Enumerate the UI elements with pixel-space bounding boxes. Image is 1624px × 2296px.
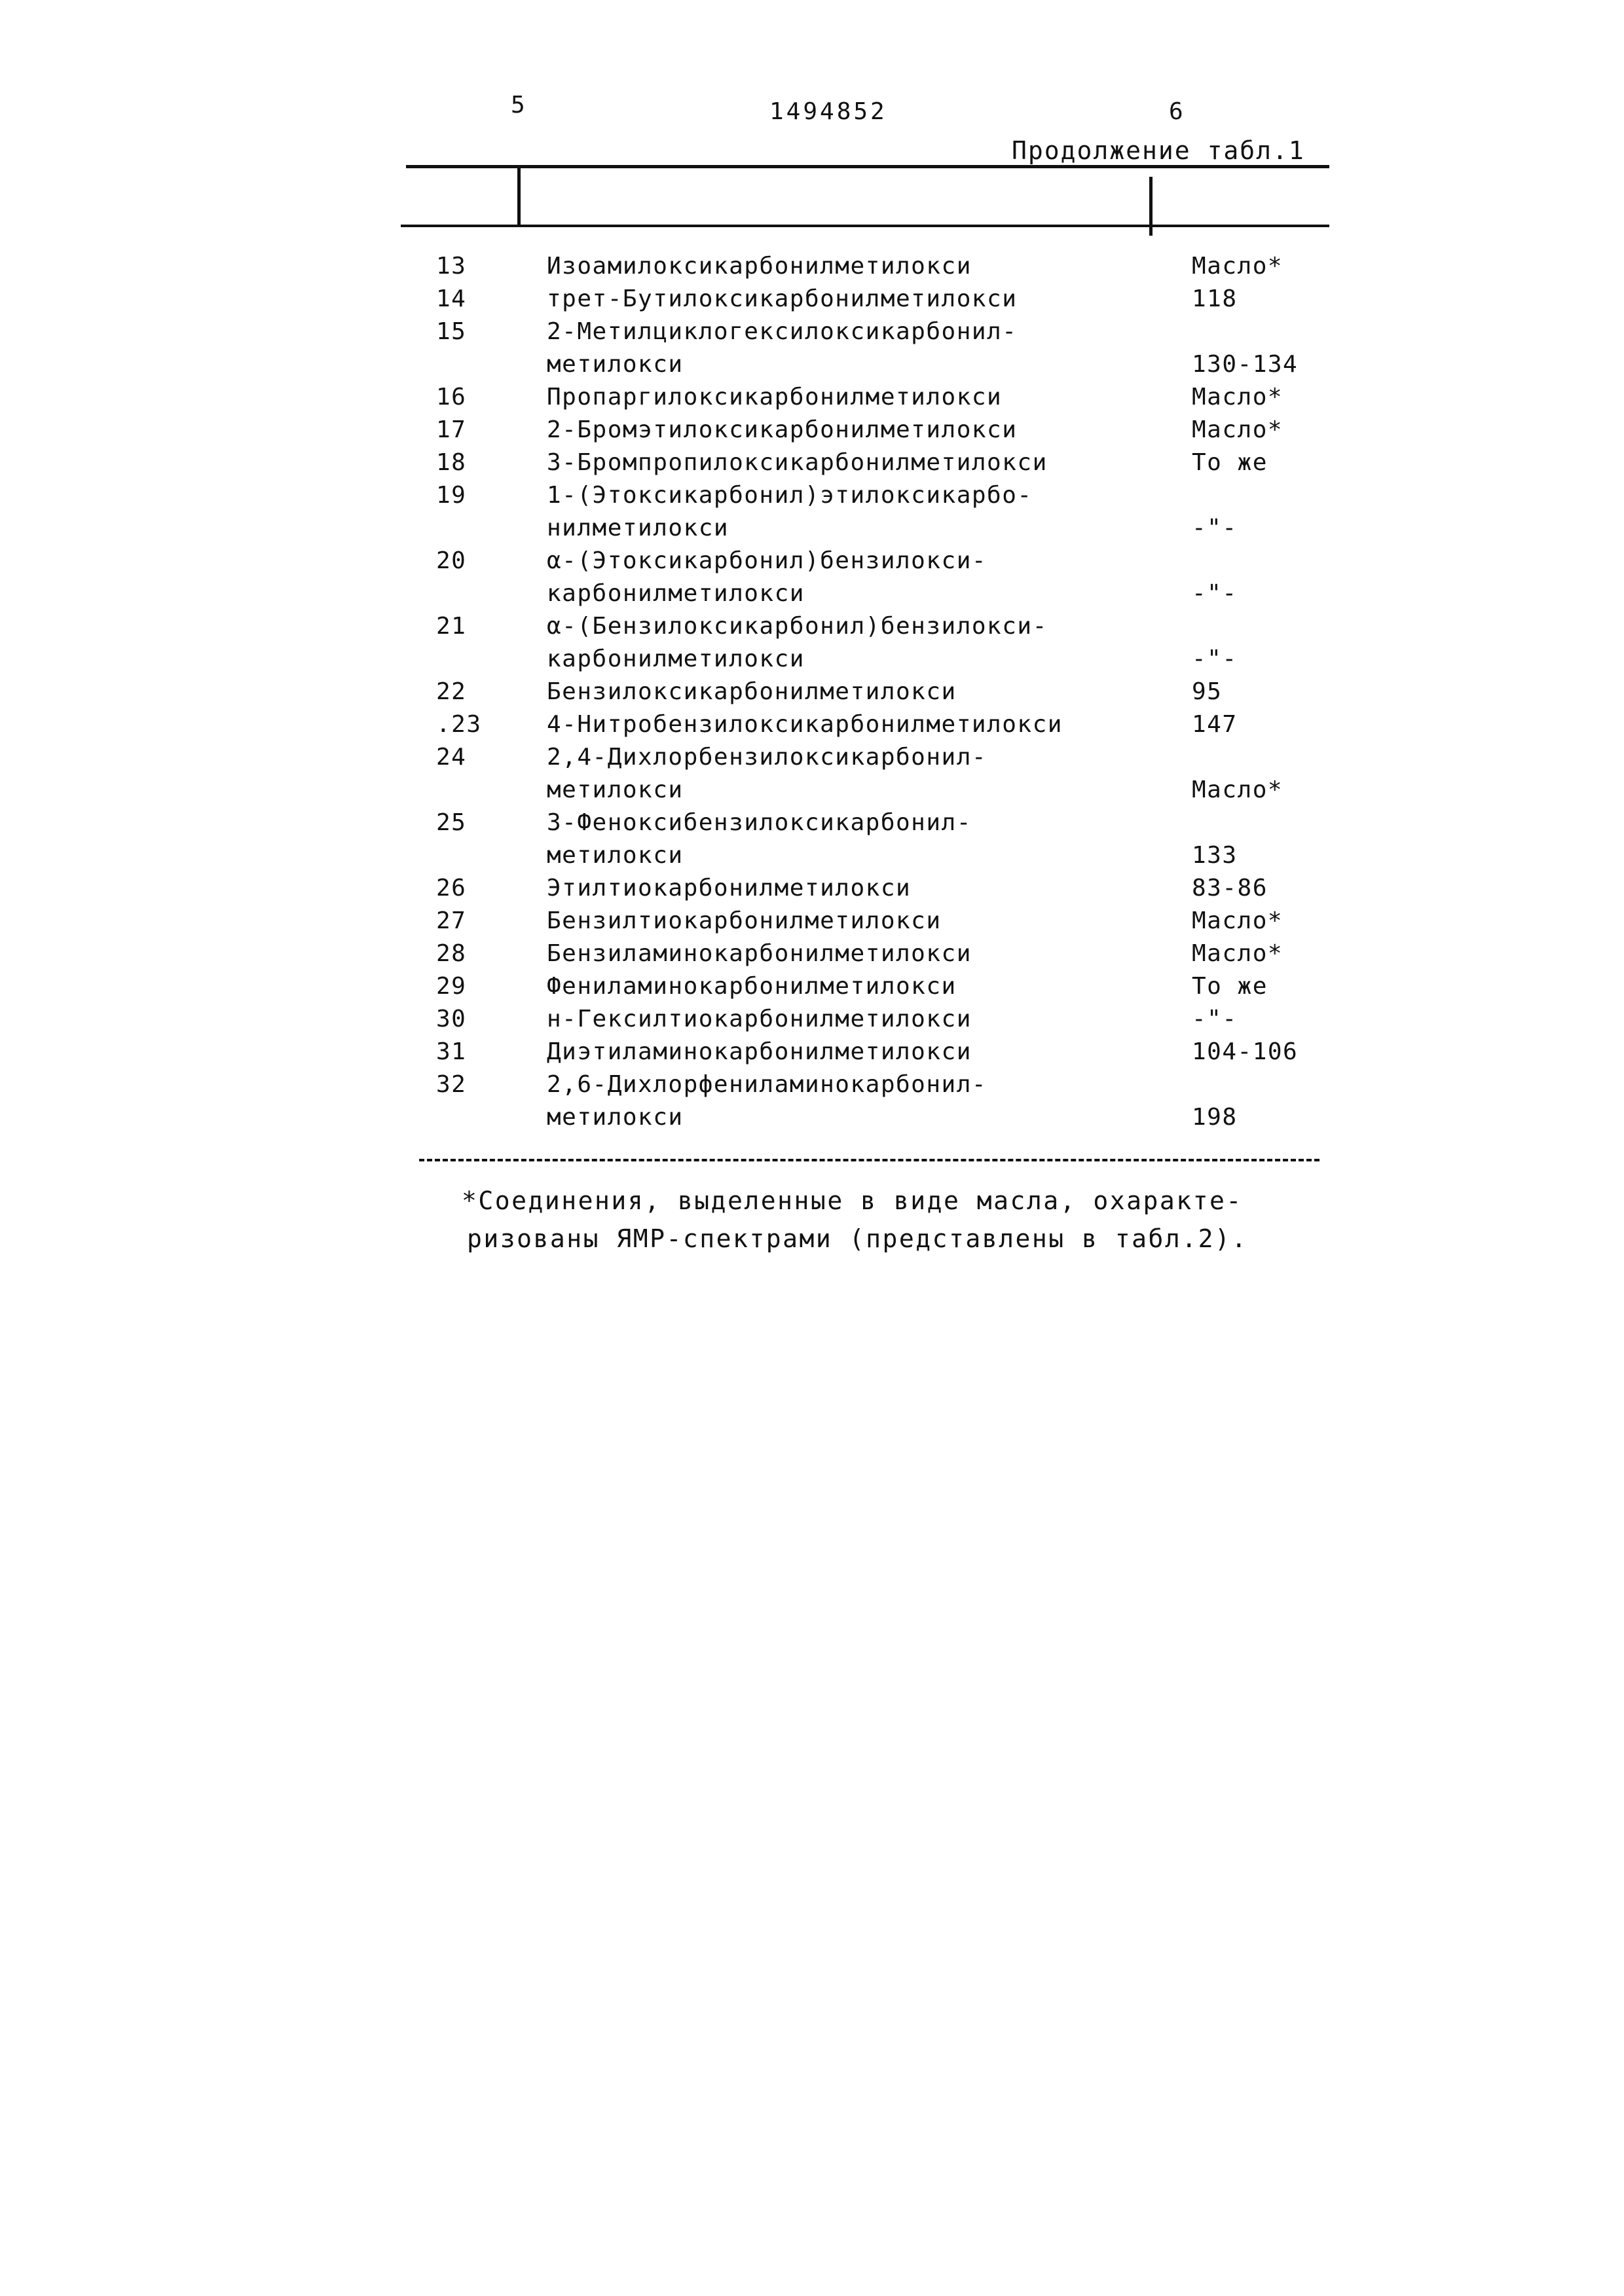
table-body: [393, 250, 1323, 1134]
page-number-right: 6: [1169, 98, 1186, 125]
substituent-name: [547, 872, 1202, 905]
substituent-name: [547, 708, 1202, 741]
melting-point-value: То же: [1192, 449, 1268, 476]
substituent-name-line: метилокси: [547, 1104, 684, 1131]
substituent-name: [547, 1036, 1202, 1068]
substituent-name-line: Фениламинокарбонилметилокси: [547, 973, 957, 1000]
row-number: 29: [436, 973, 467, 1000]
row-number: 16: [436, 384, 467, 410]
melting-point-value: Масло*: [1192, 940, 1283, 967]
table-row: [393, 283, 1323, 316]
row-number: 15: [436, 318, 467, 345]
substituent-name-line: карбонилметилокси: [547, 580, 805, 607]
substituent-name-line: карбонилметилокси: [547, 646, 805, 672]
substituent-name-line: нилметилокси: [547, 515, 729, 541]
row-number: 17: [436, 416, 467, 443]
row-number: 22: [436, 678, 467, 705]
substituent-name-line: Диэтиламинокарбонилметилокси: [547, 1038, 972, 1065]
table-row: [393, 708, 1323, 741]
substituent-name-line: 3-Феноксибензилоксикарбонил-: [547, 809, 972, 836]
patent-number: 1494852: [769, 98, 887, 125]
substituent-name-line: 4-Нитробензилоксикарбонилметилокси: [547, 711, 1063, 738]
row-number: 31: [436, 1038, 467, 1065]
row-number: 13: [436, 253, 467, 280]
substituent-name-line: Бензилтиокарбонилметилокси: [547, 907, 942, 934]
substituent-name: [547, 741, 1202, 807]
table-caption: Продолжение табл.1: [1012, 136, 1305, 165]
melting-point-value: -"-: [1192, 580, 1238, 607]
table-row: [393, 807, 1323, 872]
page-number-left: 5: [511, 92, 528, 118]
melting-point-value: 198: [1192, 1104, 1238, 1131]
substituent-name: [547, 905, 1202, 938]
table-row: [393, 479, 1323, 545]
substituent-name-line: метилокси: [547, 842, 684, 869]
row-number: 32: [436, 1071, 467, 1098]
melting-point-value: 130-134: [1192, 351, 1299, 378]
substituent-name-line: 2,6-Дихлорфениламинокарбонил-: [547, 1071, 987, 1098]
substituent-name: [547, 1003, 1202, 1036]
melting-point-value: Масло*: [1192, 384, 1283, 410]
substituent-name: [547, 381, 1202, 414]
melting-point-value: -"-: [1192, 515, 1238, 541]
row-number: .23: [436, 711, 482, 738]
melting-point-value: -"-: [1192, 646, 1238, 672]
melting-point-value: Масло*: [1192, 253, 1283, 280]
table-header-divider-right: [1149, 177, 1153, 236]
table-row: [393, 938, 1323, 970]
melting-point-value: 83-86: [1192, 875, 1268, 902]
substituent-name-line: Пропаргилоксикарбонилметилокси: [547, 384, 1003, 410]
melting-point-value: Масло*: [1192, 776, 1283, 803]
substituent-name: [547, 446, 1202, 479]
row-number: 30: [436, 1006, 467, 1032]
melting-point-value: 95: [1192, 678, 1223, 705]
substituent-name-line: Бензилоксикарбонилметилокси: [547, 678, 957, 705]
table-row: [393, 872, 1323, 905]
row-number: 19: [436, 482, 467, 509]
substituent-name-line: 2,4-Дихлорбензилоксикарбонил-: [547, 744, 987, 771]
substituent-name: [547, 610, 1202, 676]
table-top-rule: [406, 165, 1329, 168]
table-row: [393, 970, 1323, 1003]
melting-point-value: -"-: [1192, 1006, 1238, 1032]
substituent-name-line: 2-Бромэтилоксикарбонилметилокси: [547, 416, 1018, 443]
table-header-divider-left: [517, 167, 521, 226]
table-row: [393, 250, 1323, 283]
melting-point-value: 133: [1192, 842, 1238, 869]
substituent-name-line: метилокси: [547, 776, 684, 803]
row-number: 26: [436, 875, 467, 902]
row-number: 24: [436, 744, 467, 771]
row-number: 27: [436, 907, 467, 934]
substituent-name-line: трет-Бутилоксикарбонилметилокси: [547, 285, 1018, 312]
substituent-name-line: Этилтиокарбонилметилокси: [547, 875, 912, 902]
table-row: [393, 381, 1323, 414]
substituent-name: [547, 316, 1202, 381]
row-number: 25: [436, 809, 467, 836]
melting-point-value: 104-106: [1192, 1038, 1299, 1065]
substituent-name: [547, 283, 1202, 316]
substituent-name-line: Изоамилоксикарбонилметилокси: [547, 253, 972, 280]
row-number: 14: [436, 285, 467, 312]
table-row: [393, 905, 1323, 938]
table-row: [393, 1036, 1323, 1068]
table-row: [393, 610, 1323, 676]
substituent-name: [547, 250, 1202, 283]
substituent-name-line: метилокси: [547, 351, 684, 378]
substituent-name-line: α-(Этоксикарбонил)бензилокси-: [547, 547, 987, 574]
substituent-name: [547, 1068, 1202, 1134]
substituent-name: [547, 970, 1202, 1003]
substituent-name: [547, 414, 1202, 446]
melting-point-value: 147: [1192, 711, 1238, 738]
table-row: [393, 545, 1323, 610]
table-header-bottom-rule: [401, 225, 1329, 227]
table-row: [393, 316, 1323, 381]
melting-point-value: Масло*: [1192, 416, 1283, 443]
row-number: 20: [436, 547, 467, 574]
substituent-name-line: 3-Бромпропилоксикарбонилметилокси: [547, 449, 1048, 476]
substituent-name-line: Бензиламинокарбонилметилокси: [547, 940, 972, 967]
table-bottom-rule: [419, 1159, 1320, 1161]
melting-point-value: То же: [1192, 973, 1268, 1000]
row-number: 28: [436, 940, 467, 967]
table-row: [393, 741, 1323, 807]
substituent-name: [547, 807, 1202, 872]
substituent-name-line: α-(Бензилоксикарбонил)бензилокси-: [547, 613, 1048, 640]
substituent-name: [547, 938, 1202, 970]
table-row: [393, 1003, 1323, 1036]
substituent-name: [547, 545, 1202, 610]
substituent-name: [547, 479, 1202, 545]
melting-point-value: 118: [1192, 285, 1238, 312]
substituent-name: [547, 676, 1202, 708]
substituent-name-line: 1-(Этоксикарбонил)этилоксикарбо-: [547, 482, 1033, 509]
table-row: [393, 414, 1323, 446]
melting-point-value: Масло*: [1192, 907, 1283, 934]
table-row: [393, 1068, 1323, 1134]
row-number: 21: [436, 613, 467, 640]
footnote-line-2: ризованы ЯМР-спектрами (представлены в табл.2).: [467, 1224, 1248, 1253]
substituent-name-line: 2-Метилциклогексилоксикарбонил-: [547, 318, 1018, 345]
substituent-name-line: н-Гексилтиокарбонилметилокси: [547, 1006, 972, 1032]
row-number: 18: [436, 449, 467, 476]
footnote-line-1: *Соединения, выделенные в виде масла, охаракте-: [462, 1186, 1243, 1215]
table-row: [393, 676, 1323, 708]
table-row: [393, 446, 1323, 479]
footnote: [462, 1182, 1248, 1258]
